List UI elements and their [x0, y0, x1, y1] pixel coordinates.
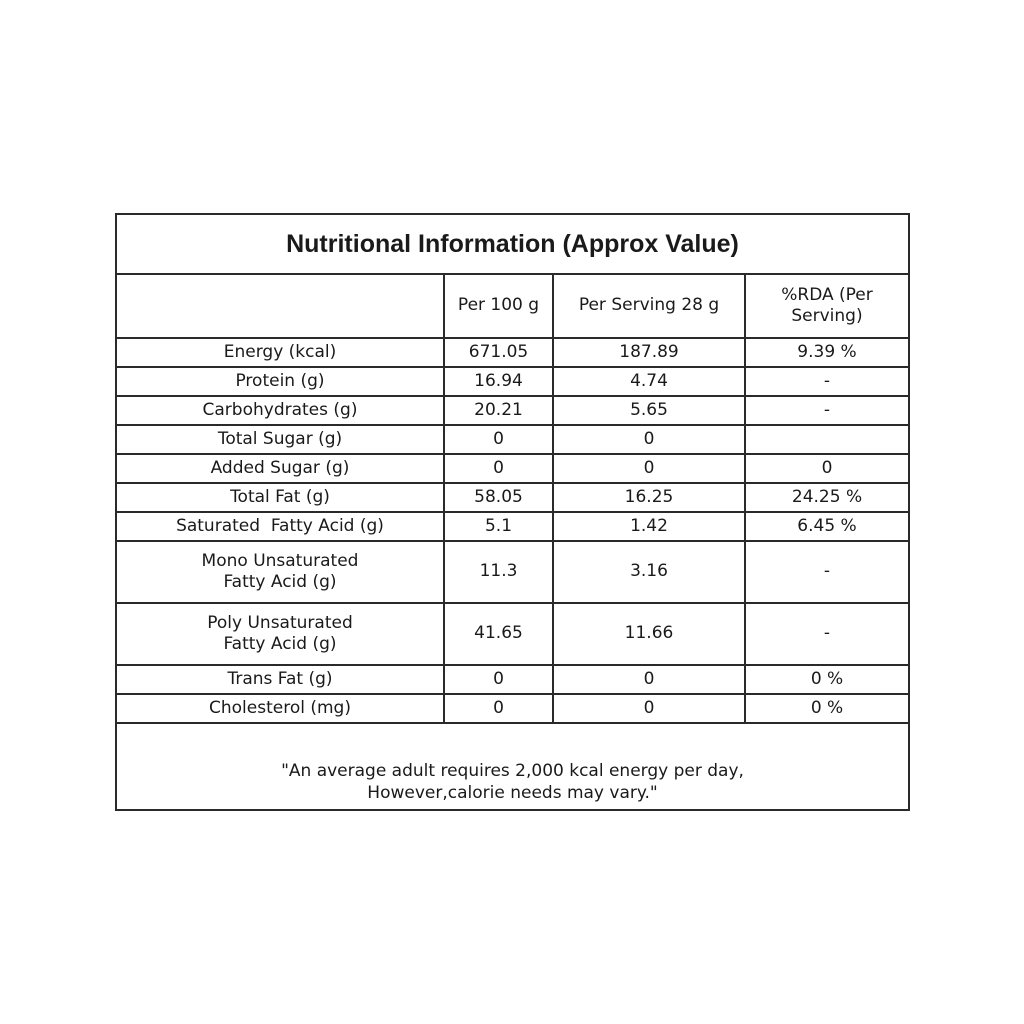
value-per-100g: 0 — [444, 694, 553, 723]
table-row — [117, 454, 908, 483]
table-row — [117, 665, 908, 694]
value-per-serving: 16.25 — [553, 483, 745, 512]
header-nutrient — [117, 275, 444, 338]
value-per-100g: 41.65 — [444, 603, 553, 665]
header-rda: %RDA (Per Serving) — [745, 275, 908, 338]
nutrient-name-line1: Poly Unsaturated — [207, 612, 353, 633]
footer-note-line2: However,calorie needs may vary." — [367, 783, 658, 803]
value-per-100g: 671.05 — [444, 338, 553, 367]
table-row — [117, 396, 908, 425]
value-rda: - — [745, 367, 908, 396]
value-per-serving: 0 — [553, 694, 745, 723]
nutrition-table — [117, 275, 908, 724]
table-row — [117, 512, 908, 541]
nutrition-panel — [115, 213, 910, 811]
value-rda: 0 % — [745, 694, 908, 723]
value-per-serving: 11.66 — [553, 603, 745, 665]
value-per-serving: 3.16 — [553, 541, 745, 603]
value-per-serving: 0 — [553, 665, 745, 694]
value-per-serving: 0 — [553, 454, 745, 483]
nutrient-name: Total Sugar (g) — [117, 425, 444, 454]
value-rda: - — [745, 396, 908, 425]
value-rda: 0 — [745, 454, 908, 483]
value-per-serving: 187.89 — [553, 338, 745, 367]
value-rda: 0 % — [745, 665, 908, 694]
value-per-100g: 0 — [444, 665, 553, 694]
value-per-100g: 20.21 — [444, 396, 553, 425]
value-per-serving: 5.65 — [553, 396, 745, 425]
table-row — [117, 367, 908, 396]
nutrient-name: Trans Fat (g) — [117, 665, 444, 694]
value-per-100g: 0 — [444, 425, 553, 454]
table-row — [117, 694, 908, 723]
nutrient-name: Carbohydrates (g) — [117, 396, 444, 425]
nutrient-name: Energy (kcal) — [117, 338, 444, 367]
table-row — [117, 338, 908, 367]
table-header-row — [117, 275, 908, 338]
panel-title: Nutritional Information (Approx Value) — [117, 215, 908, 275]
header-per-100g: Per 100 g — [444, 275, 553, 338]
value-per-serving: 0 — [553, 425, 745, 454]
value-per-100g: 5.1 — [444, 512, 553, 541]
nutrient-name: Protein (g) — [117, 367, 444, 396]
nutrient-name-line2: Fatty Acid (g) — [223, 634, 337, 654]
value-per-serving: 4.74 — [553, 367, 745, 396]
nutrient-name: Total Fat (g) — [117, 483, 444, 512]
footer-note — [117, 755, 908, 809]
value-per-100g: 0 — [444, 454, 553, 483]
footer-note-line1: "An average adult requires 2,000 kcal energy per day, — [281, 760, 744, 781]
value-rda: 24.25 % — [745, 483, 908, 512]
nutrient-name-line2: Fatty Acid (g) — [223, 572, 337, 592]
nutrient-name: Saturated Fatty Acid (g) — [117, 512, 444, 541]
value-per-100g: 58.05 — [444, 483, 553, 512]
nutrient-name: Cholesterol (mg) — [117, 694, 444, 723]
nutrient-name: Added Sugar (g) — [117, 454, 444, 483]
table-row — [117, 425, 908, 454]
value-rda: - — [745, 541, 908, 603]
value-per-serving: 1.42 — [553, 512, 745, 541]
nutrient-name — [117, 603, 444, 665]
nutrient-name — [117, 541, 444, 603]
value-rda — [745, 425, 908, 454]
nutrient-name-line1: Mono Unsaturated — [201, 550, 359, 571]
value-per-100g: 11.3 — [444, 541, 553, 603]
value-rda: - — [745, 603, 908, 665]
value-per-100g: 16.94 — [444, 367, 553, 396]
table-row — [117, 541, 908, 603]
table-row — [117, 483, 908, 512]
value-rda: 6.45 % — [745, 512, 908, 541]
value-rda: 9.39 % — [745, 338, 908, 367]
table-row — [117, 603, 908, 665]
header-per-serving: Per Serving 28 g — [553, 275, 745, 338]
